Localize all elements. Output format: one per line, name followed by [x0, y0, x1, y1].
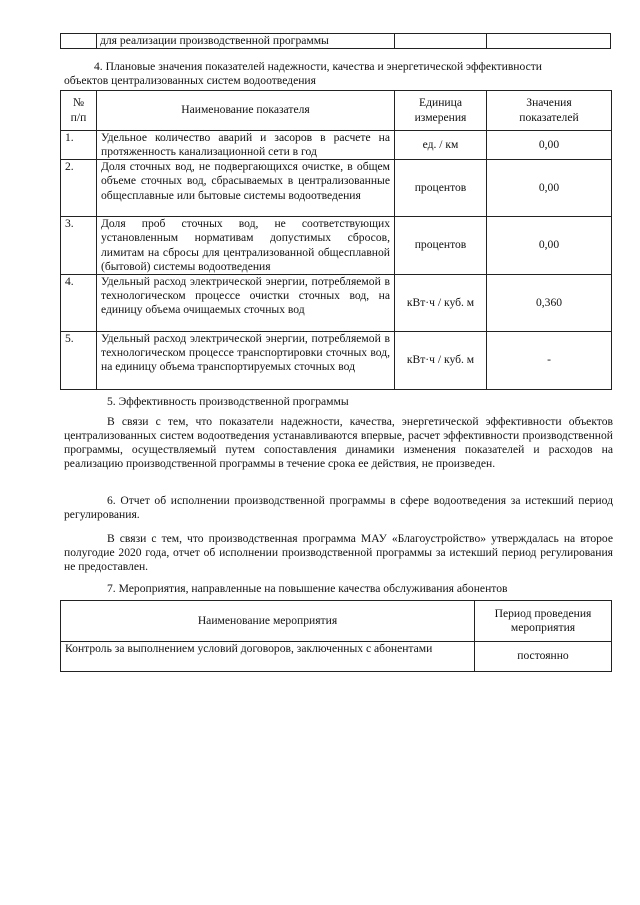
row-unit: кВт·ч / куб. м: [395, 274, 487, 331]
header-number: № п/п: [61, 91, 97, 131]
measure-name: Контроль за выполнением условий договоров, заключенных с абонентами: [61, 642, 475, 672]
section-7-heading: 7. Мероприятия, направленные на повышение качества обслуживания абонентов: [107, 582, 508, 595]
row-unit: ед. / км: [395, 131, 487, 160]
header-value: Значения показателей: [487, 91, 612, 131]
row-name: Доля проб сточных вод, не соответствующих установленным нормативам допустимых сбросов, лимитам на сбросы для централизованной общесплавной (бытовой) системы водоотведения: [97, 217, 395, 275]
row-value: -: [487, 331, 612, 389]
table-header-row: [61, 601, 612, 642]
table-row: [61, 274, 612, 331]
table-row: [61, 642, 612, 672]
table-cell: [395, 34, 487, 49]
header-unit: Единица измерения: [395, 91, 487, 131]
row-unit: кВт·ч / куб. м: [395, 331, 487, 389]
row-value: 0,00: [487, 160, 612, 217]
indicators-table: [60, 90, 612, 390]
row-number: 1.: [61, 131, 97, 160]
continuation-table: [60, 33, 611, 49]
measures-table: [60, 600, 612, 672]
row-unit: процентов: [395, 217, 487, 275]
row-unit: процентов: [395, 160, 487, 217]
header-measure-period: Период проведения мероприятия: [475, 601, 612, 642]
header-name: Наименование показателя: [97, 91, 395, 131]
row-name: Удельный расход электрической энергии, потребляемой в технологическом процессе транспортировки сточных вод, на единицу объема транспортируемых сточных вод: [97, 331, 395, 389]
section-4-heading: [58, 60, 618, 88]
row-number: 4.: [61, 274, 97, 331]
row-number: 5.: [61, 331, 97, 389]
table-row: [61, 131, 612, 160]
section-6-heading: 6. Отчет об исполнении производственной программы в сфере водоотведения за истекший период регулирования.: [64, 494, 613, 522]
table-cell: для реализации производственной программы: [97, 34, 395, 49]
row-value: 0,00: [487, 217, 612, 275]
header-measure-name: Наименование мероприятия: [61, 601, 475, 642]
table-cell: [487, 34, 611, 49]
section-5-heading: 5. Эффективность производственной программы: [107, 395, 349, 408]
table-header-row: [61, 91, 612, 131]
row-name: Удельное количество аварий и засоров в расчете на протяженность канализационной сети в год: [97, 131, 395, 160]
row-name: Доля сточных вод, не подвергающихся очистке, в общем объеме сточных вод, сбрасываемых в централизованные общесплавные или бытовые системы водоотведения: [97, 160, 395, 217]
table-cell: [61, 34, 97, 49]
section-5-text: В связи с тем, что показатели надежности, качества, энергетической эффективности объектов централизованных систем водоотведения устанавливаются впервые, расчет эффективности производственной программы, осуществляемый путем сопоставления динамики изменения показателей и расходов на реализацию производственной программы в течение срока ее действия, не произведен.: [64, 415, 613, 471]
section-4-heading-line1: 4. Плановые значения показателей надежности, качества и энергетической эффективности: [94, 60, 543, 73]
row-number: 2.: [61, 160, 97, 217]
table-row: [61, 34, 611, 49]
section-6-text: В связи с тем, что производственная программа МАУ «Благоустройство» утверждалась на второе полугодие 2020 года, отчет об исполнении производственной программы за истекший период регулирования не предоставлен.: [64, 532, 613, 574]
row-value: 0,360: [487, 274, 612, 331]
measure-period: постоянно: [475, 642, 612, 672]
table-row: [61, 331, 612, 389]
row-name: Удельный расход электрической энергии, потребляемой в технологическом процессе очистки сточных вод, на единицу объема очищаемых сточных вод: [97, 274, 395, 331]
table-row: [61, 160, 612, 217]
row-number: 3.: [61, 217, 97, 275]
table-row: [61, 217, 612, 275]
section-4-heading-line2: объектов централизованных систем водоотведения: [64, 74, 316, 88]
row-value: 0,00: [487, 131, 612, 160]
